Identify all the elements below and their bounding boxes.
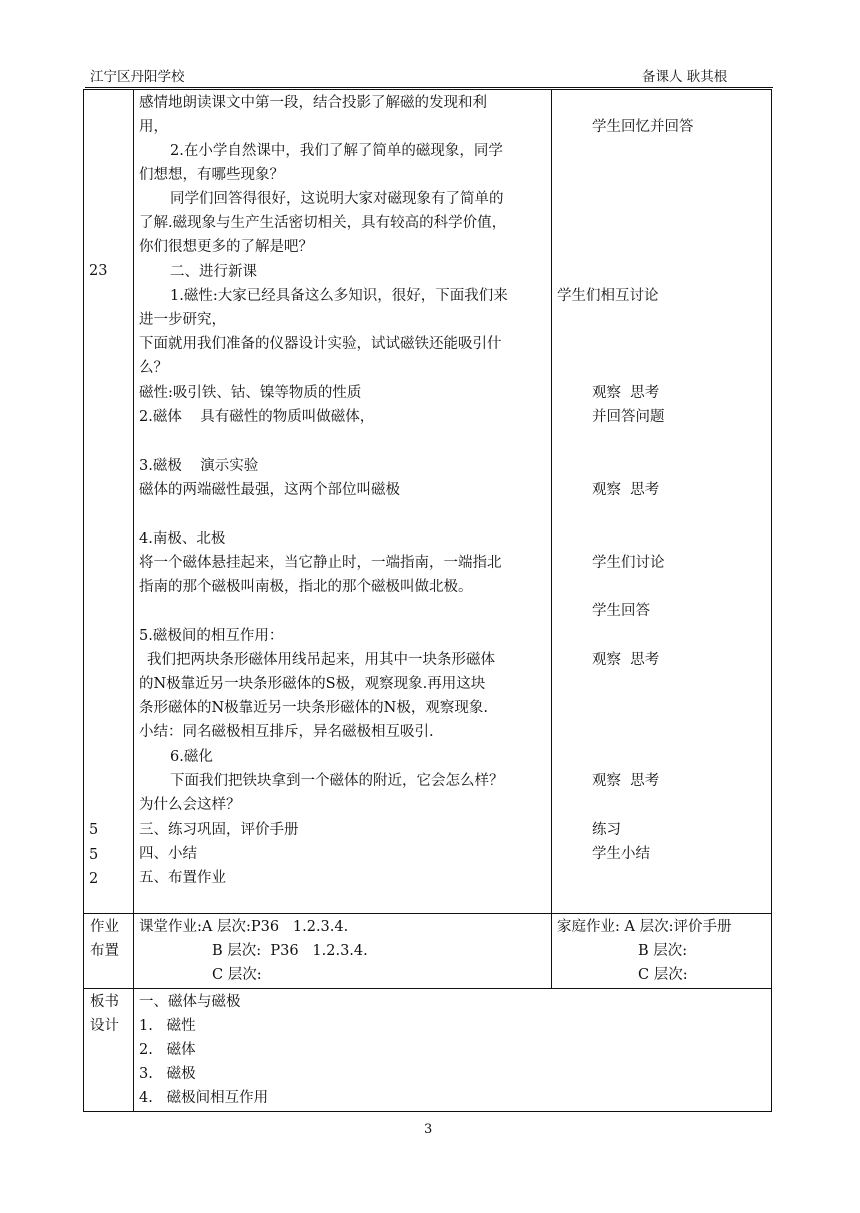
home-homework-b: B 层次: <box>638 943 688 959</box>
homework-label: 作业 <box>90 919 119 935</box>
home-homework-a: 家庭作业: A 层次:评价手册 <box>557 919 732 935</box>
time-minutes: 23 <box>89 263 108 279</box>
table-border-left <box>83 89 84 1111</box>
school-name: 江宁区丹阳学校 <box>90 69 185 85</box>
lesson-line: 了解.磁现象与生产生活密切相关，具有较高的科学价值， <box>139 215 507 231</box>
board-item: 2. 磁体 <box>139 1042 196 1058</box>
board-item: 3. 磁极 <box>139 1066 196 1082</box>
class-homework-b: B 层次: P36 1.2.3.4. <box>212 943 368 959</box>
lesson-line: 我们把两块条形磁体用线吊起来，用其中一块条形磁体 <box>147 652 495 668</box>
col-divider-time <box>133 89 134 1111</box>
board-item: 1. 磁性 <box>139 1018 196 1034</box>
student-activity-line: 学生回忆并回答 <box>592 119 694 135</box>
lesson-line: 指南的那个磁极叫南极，指北的那个磁极叫做北极。 <box>139 579 473 595</box>
lesson-line: 下面我们把铁块拿到一个磁体的附近，它会怎么样？ <box>170 773 504 789</box>
row-divider-board <box>83 988 772 989</box>
board-item: 一、磁体与磁极 <box>139 994 241 1010</box>
lesson-line: 用， <box>139 119 168 135</box>
time-minutes: 2 <box>89 871 99 887</box>
lesson-line: 2.磁体 具有磁性的物质叫做磁体， <box>139 409 375 425</box>
header-rule <box>85 87 773 88</box>
lesson-line: 同学们回答得很好，这说明大家对磁现象有了简单的 <box>170 191 504 207</box>
student-activity-line: 观察 思考 <box>592 773 660 789</box>
row-divider-bottom <box>83 1111 772 1112</box>
lesson-line: 3.磁极 演示实验 <box>139 458 259 474</box>
time-minutes: 5 <box>89 822 99 838</box>
lesson-line: 感情地朗读课文中第一段，结合投影了解磁的发现和利 <box>139 95 487 111</box>
lesson-preparer: 备课人 耿其根 <box>642 69 728 85</box>
lesson-line: 们想想，有哪些现象？ <box>139 167 284 183</box>
row-divider-homework <box>83 913 772 914</box>
lesson-line: 5.磁极间的相互作用： <box>139 628 284 644</box>
lesson-line: 6.磁化 <box>170 749 213 765</box>
lesson-line: 么？ <box>139 360 168 376</box>
lesson-line: 的N极靠近另一块条形磁体的S极，观察现象.再用这块 <box>139 676 486 692</box>
student-activity-line: 学生小结 <box>592 846 650 862</box>
lesson-line: 小结：同名磁极相互排斥，异名磁极相互吸引. <box>139 724 434 740</box>
lesson-line: 磁性:吸引铁、钴、镍等物质的性质 <box>139 385 362 401</box>
col-divider-student <box>551 89 552 988</box>
lesson-line: 进一步研究， <box>139 312 226 328</box>
student-activity-line: 观察 思考 <box>592 482 660 498</box>
lesson-line: 2.在小学自然课中，我们了解了简单的磁现象，同学 <box>170 143 503 159</box>
lesson-line: 4.南极、北极 <box>139 531 226 547</box>
lesson-line: 为什么会这样？ <box>139 797 241 813</box>
lesson-line: 你们很想更多的了解是吧？ <box>139 239 313 255</box>
board-item: 4. 磁极间相互作用 <box>139 1090 269 1106</box>
section-heading: 五、布置作业 <box>139 870 226 886</box>
student-activity-line: 学生回答 <box>592 603 650 619</box>
page-number: 3 <box>424 1122 433 1137</box>
student-activity-line: 学生们相互讨论 <box>557 288 659 304</box>
student-activity-line: 学生们讨论 <box>592 555 665 571</box>
lesson-line: 磁体的两端磁性最强，这两个部位叫磁极 <box>139 482 400 498</box>
lesson-line: 条形磁体的N极靠近另一块条形磁体的N极，观察现象. <box>139 700 488 716</box>
class-homework-c: C 层次: <box>212 967 262 983</box>
section-heading: 四、小结 <box>139 846 197 862</box>
lesson-line: 下面就用我们准备的仪器设计实验，试试磁铁还能吸引什 <box>139 336 502 352</box>
table-border-right <box>771 89 772 1111</box>
student-activity-line: 观察 思考 <box>592 385 660 401</box>
student-activity-line: 并回答问题 <box>592 409 665 425</box>
lesson-line: 1.磁性:大家已经具备这么多知识，很好，下面我们来 <box>170 288 508 304</box>
home-homework-c: C 层次: <box>638 967 688 983</box>
student-activity-line: 练习 <box>592 822 621 838</box>
lesson-line: 将一个磁体悬挂起来，当它静止时，一端指南，一端指北 <box>139 555 502 571</box>
board-label: 设计 <box>90 1018 119 1034</box>
student-activity-line: 观察 思考 <box>592 652 660 668</box>
section-heading: 三、练习巩固，评价手册 <box>139 822 299 838</box>
time-minutes: 5 <box>89 847 99 863</box>
class-homework-a: 课堂作业:A 层次:P36 1.2.3.4. <box>139 919 349 935</box>
board-label: 板书 <box>90 994 119 1010</box>
row-divider-top <box>83 89 772 90</box>
homework-label: 布置 <box>90 943 119 959</box>
section-heading: 二、进行新课 <box>170 264 257 280</box>
